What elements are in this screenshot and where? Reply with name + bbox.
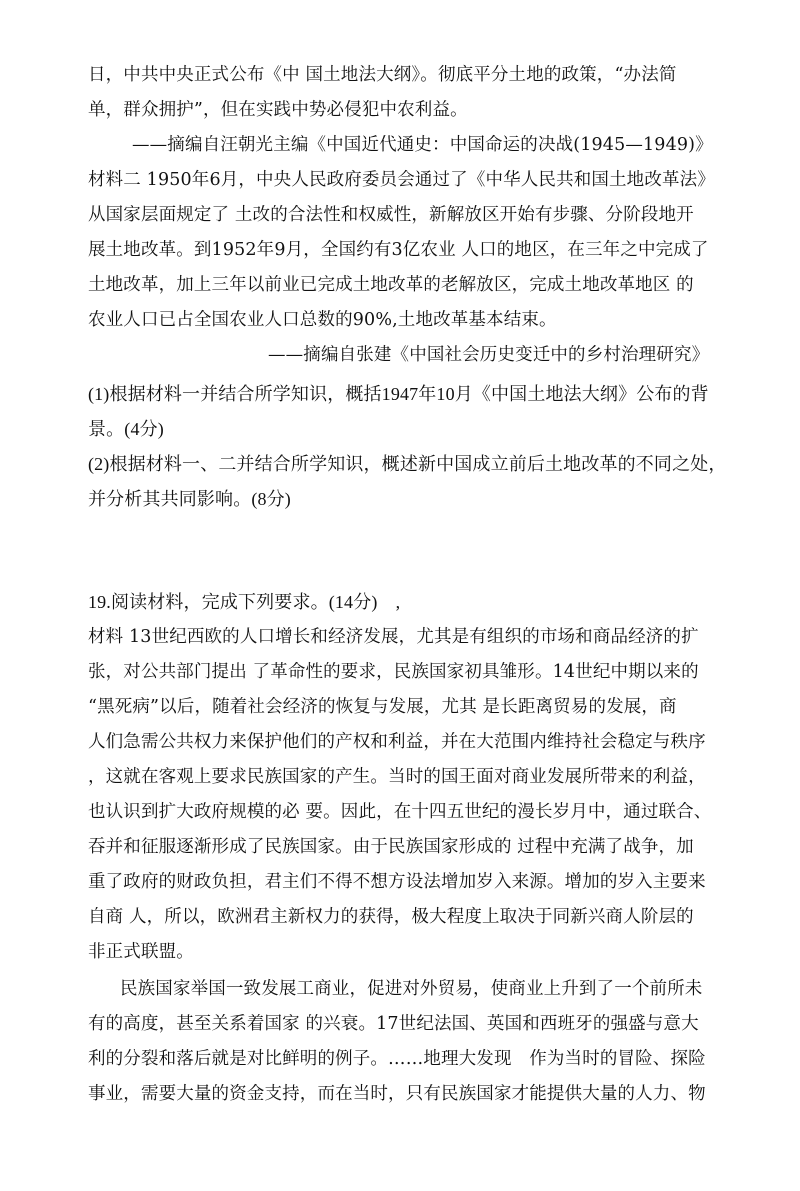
- text-line: 材料 13世纪西欧的人口增长和经济发展，尤其是有组织的市场和商品经济的扩: [88, 627, 699, 647]
- text-line: 从国家层面规定了 土改的合法性和权威性，新解放区开始有步骤、分阶段地开: [88, 205, 694, 225]
- text-line: 吞并和征服逐渐形成了民族国家。由于民族国家形成的 过程中充满了战争，加: [88, 837, 694, 857]
- source-citation: ——摘编自汪朝光主编《中国近代通史：中国命运的决战(1945—1949)》: [132, 135, 713, 155]
- question-line: 景。(4分): [88, 419, 164, 439]
- text-line: 单，群众拥护”，但在实践中势必侵犯中农利益。: [88, 100, 468, 120]
- question-line: (2)根据材料一、二并结合所学知识，概述新中国成立前后土地改革的不同之处，: [88, 454, 727, 474]
- text-line: “黑死病”以后，随着社会经济的恢复与发展，尤其 是长距离贸易的发展，商: [88, 697, 677, 717]
- text-line: 日，中共中央正式公布《中 国土地法大纲》。彻底平分土地的政策，“办法简: [88, 65, 677, 85]
- question-line: 并分析其共同影响。(8分): [88, 489, 291, 509]
- source-citation: ——摘编自张建《中国社会历史变迁中的乡村治理研究》: [268, 345, 710, 365]
- text-line: 土地改革，加上三年以前业已完成土地改革的老解放区，完成土地改革地区 的: [88, 275, 694, 295]
- text-line: 农业人口已占全国农业人口总数的90%,土地改革基本结束。: [88, 310, 557, 330]
- question-heading: 19.阅读材料，完成下列要求。(14分) ,: [88, 592, 401, 612]
- text-line: 张，对公共部门提出 了革命性的要求，民族国家初具雏形。14世纪中期以来的: [88, 662, 699, 682]
- text-line: 利的分裂和落后就是对比鲜明的例子。……地理大发现 作为当时的冒险、探险: [88, 1049, 706, 1069]
- text-line: 有的高度，甚至关系着国家 的兴衰。17世纪法国、英国和西班牙的强盛与意大: [88, 1014, 699, 1034]
- text-line: 材料二 1950年6月，中央人民政府委员会通过了《中华人民共和国土地改革法》: [88, 170, 715, 190]
- text-line: 非正式联盟。: [88, 942, 194, 962]
- text-line: 展土地改革。到1952年9月，全国约有3亿农业 人口的地区，在三年之中完成了: [88, 240, 709, 260]
- text-line: 也认识到扩大政府规模的必 要。因此，在十四五世纪的漫长岁月中，通过联合、: [88, 802, 712, 822]
- text-line: ，这就在客观上要求民族国家的产生。当时的国王面对商业发展所带来的利益，: [88, 767, 706, 787]
- text-line: 事业，需要大量的资金支持，而在当时，只有民族国家才能提供大量的人力、物: [88, 1084, 706, 1104]
- question-line: (1)根据材料一并结合所学知识，概括1947年10月《中国土地法大纲》公布的背: [88, 384, 709, 404]
- text-line: 人们急需公共权力来保护他们的产权和利益，并在大范围内维持社会稳定与秩序: [88, 732, 706, 752]
- text-line: 重了政府的财政负担，君主们不得不想方设法增加岁入来源。增加的岁入主要来: [88, 872, 706, 892]
- text-line: 自商 人，所以，欧洲君主新权力的获得，极大程度上取决于同新兴商人阶层的: [88, 907, 694, 927]
- text-line: 民族国家举国一致发展工商业，促进对外贸易，使商业上升到了一个前所未: [120, 979, 703, 999]
